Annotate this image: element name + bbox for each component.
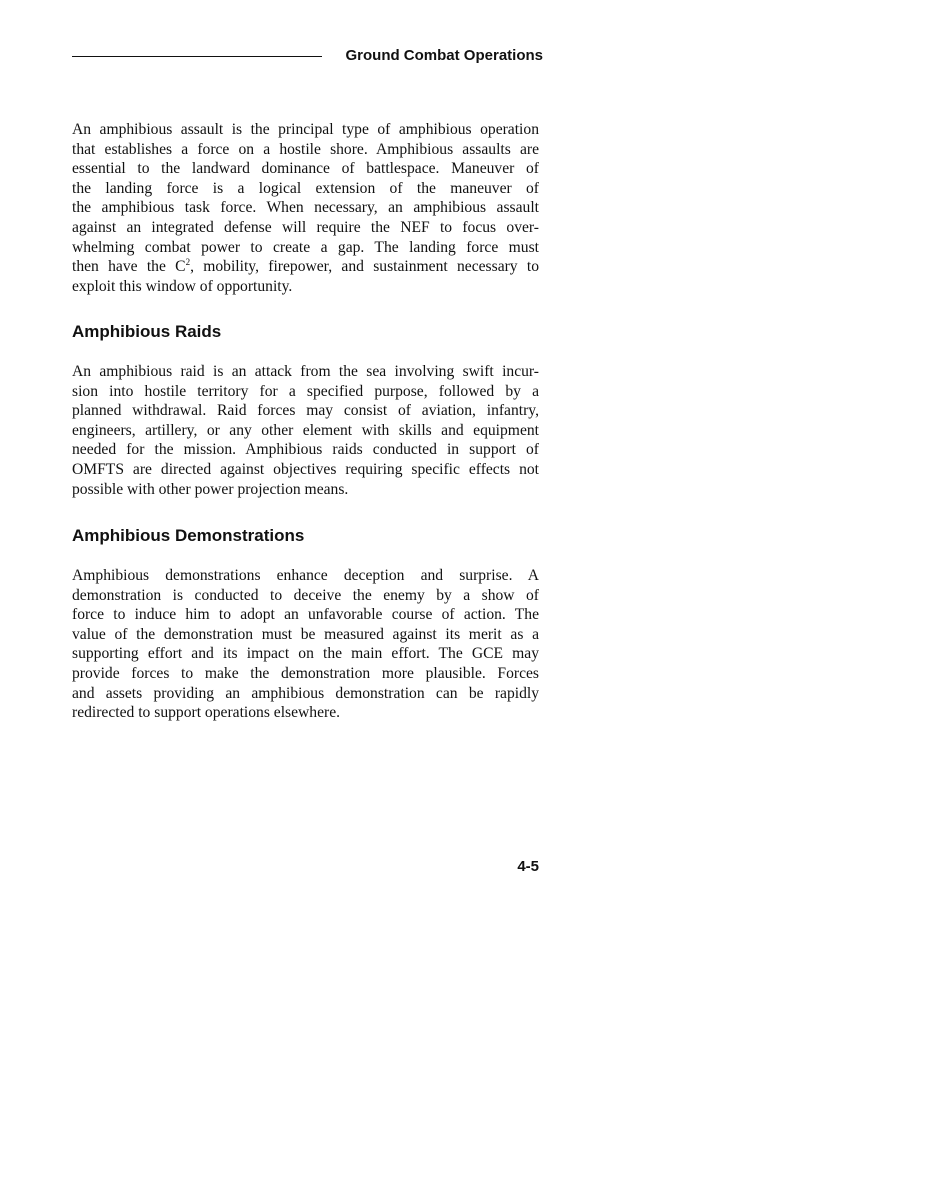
demonstrations-paragraph bbox=[72, 566, 539, 723]
header-rule bbox=[72, 56, 322, 57]
raids-heading: Amphibious Raids bbox=[72, 322, 222, 341]
page-number: 4-5 bbox=[517, 858, 539, 875]
intro-line: the amphibious task force. When necessary, an amphibious assault bbox=[72, 199, 539, 217]
intro-line-c2-start: then have the C bbox=[72, 258, 186, 276]
intro-line: that establishes a force on a hostile shore. Amphibious assaults are bbox=[72, 140, 539, 158]
demonstrations-line: supporting effort and its impact on the main effort. The GCE may bbox=[72, 645, 539, 663]
demonstrations-line: force to induce him to adopt an unfavorable course of action. The bbox=[72, 606, 539, 624]
raids-line: OMFTS are directed against objectives requiring specific effects not bbox=[72, 460, 539, 478]
c2-superscript: 2 bbox=[185, 257, 191, 268]
raids-line: planned withdrawal. Raid forces may consist of aviation, infantry, bbox=[72, 402, 539, 420]
raids-line: possible with other power projection means. bbox=[72, 480, 349, 498]
running-header bbox=[72, 46, 543, 66]
intro-line-c2 bbox=[72, 257, 539, 277]
demonstrations-line: demonstration is conducted to deceive the enemy by a show of bbox=[72, 586, 539, 604]
intro-line: the landing force is a logical extension of the maneuver of bbox=[72, 179, 539, 197]
raids-line: engineers, artillery, or any other element with skills and equipment bbox=[72, 421, 539, 439]
intro-line: whelming combat power to create a gap. The landing force must bbox=[72, 238, 539, 256]
raids-line: An amphibious raid is an attack from the sea involving swift incur- bbox=[72, 363, 539, 380]
demonstrations-line: provide forces to make the demonstration more plausible. Forces bbox=[72, 664, 539, 682]
intro-line: exploit this window of opportunity. bbox=[72, 277, 293, 295]
intro-line: An amphibious assault is the principal type of amphibious operation bbox=[72, 121, 539, 138]
demonstrations-line: Amphibious demonstrations enhance deception and surprise. A bbox=[72, 567, 539, 584]
intro-paragraph bbox=[72, 120, 539, 296]
raids-paragraph bbox=[72, 362, 539, 499]
demonstrations-line: redirected to support operations elsewhere. bbox=[72, 704, 341, 722]
intro-line: essential to the landward dominance of battlespace. Maneuver of bbox=[72, 160, 539, 178]
raids-line: needed for the mission. Amphibious raids conducted in support of bbox=[72, 441, 539, 459]
raids-line: sion into hostile territory for a specified purpose, followed by a bbox=[72, 382, 539, 400]
intro-line-c2-rest: , mobility, firepower, and sustainment necessary to bbox=[190, 258, 540, 276]
demonstrations-line: and assets providing an amphibious demonstration can be rapidly bbox=[72, 684, 539, 702]
intro-line: against an integrated defense will require the NEF to focus over- bbox=[72, 218, 539, 236]
demonstrations-line: value of the demonstration must be measured against its merit as a bbox=[72, 625, 539, 643]
running-header-title: Ground Combat Operations bbox=[345, 47, 543, 64]
demonstrations-heading: Amphibious Demonstrations bbox=[72, 526, 305, 545]
